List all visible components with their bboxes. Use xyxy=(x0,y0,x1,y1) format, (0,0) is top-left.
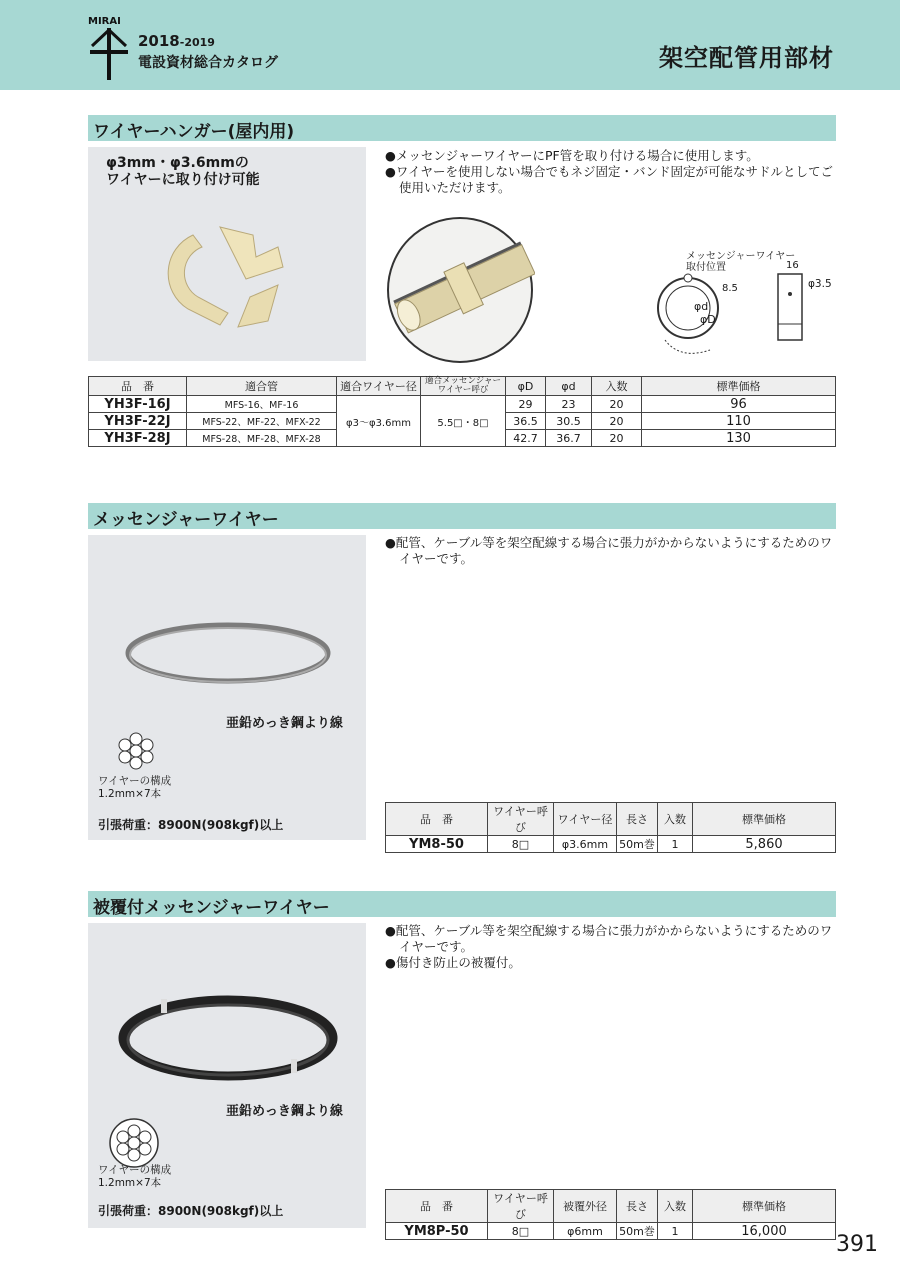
page-header xyxy=(0,0,900,90)
len-cell: 50m巻 xyxy=(617,836,658,853)
D-cell: 29 xyxy=(506,396,546,413)
product-code: YM8P-50 xyxy=(386,1223,488,1240)
section-title: ワイヤーハンガー(屋内用) xyxy=(93,122,295,142)
col-header: 適合ワイヤー径 xyxy=(337,377,421,396)
wire-coil-photo xyxy=(118,615,338,705)
col-header: ワイヤー径 xyxy=(554,803,617,836)
D-cell: 36.5 xyxy=(506,413,546,430)
structure-value: 1.2mm×7本 xyxy=(98,1177,162,1189)
col-header: 品 番 xyxy=(89,377,187,396)
nom-cell: 8□ xyxy=(488,836,554,853)
section-title-bar xyxy=(88,891,836,917)
pipe-cell: MFS-22、MF-22、MFX-22 xyxy=(187,413,337,430)
table-row xyxy=(386,836,836,853)
spec-table xyxy=(88,376,836,447)
qty-cell: 20 xyxy=(592,413,642,430)
spec-table xyxy=(385,1189,836,1240)
spec-table xyxy=(385,802,836,853)
section-title: 被覆付メッセンジャーワイヤー xyxy=(93,898,330,918)
wire-nom-cell: 5.5□・8□ xyxy=(421,396,506,447)
dia-cell: φ6mm xyxy=(554,1223,617,1240)
page-number: 391 xyxy=(836,1232,878,1257)
catalog-year: 2018-2019 xyxy=(138,32,215,50)
bullet-item: ●メッセンジャーワイヤーにPF管を取り付ける場合に使用します。 xyxy=(385,148,759,163)
price-cell: 96 xyxy=(642,396,836,413)
d-cell: 36.7 xyxy=(546,430,592,447)
bullet-item: ●傷付き防止の被覆付。 xyxy=(385,955,521,970)
col-header: 品 番 xyxy=(386,1190,488,1223)
product-code: YH3F-28J xyxy=(89,430,187,447)
d-cell: 30.5 xyxy=(546,413,592,430)
product-image-panel xyxy=(88,923,366,1228)
qty-cell: 1 xyxy=(658,1223,693,1240)
svg-text:MIRAI: MIRAI xyxy=(88,16,121,27)
hanger-photo xyxy=(158,217,298,337)
catalog-name: 電設資材総合カタログ xyxy=(138,55,278,71)
col-header: 適合管 xyxy=(187,377,337,396)
col-header: ワイヤー呼び xyxy=(488,803,554,836)
product-image-panel xyxy=(88,147,366,361)
structure-label: ワイヤーの構成 xyxy=(98,775,172,787)
price-cell: 16,000 xyxy=(693,1223,836,1240)
qty-cell: 20 xyxy=(592,430,642,447)
pipe-cell: MFS-28、MF-28、MFX-28 xyxy=(187,430,337,447)
col-header: 品 番 xyxy=(386,803,488,836)
structure-label: ワイヤーの構成 xyxy=(98,1164,172,1176)
wire-dia-cell: φ3～φ3.6mm xyxy=(337,396,421,447)
qty-cell: 1 xyxy=(658,836,693,853)
col-header: 被覆外径 xyxy=(554,1190,617,1223)
col-header: 標準価格 xyxy=(642,377,836,396)
col-header: 入数 xyxy=(658,803,693,836)
mirai-logo xyxy=(88,14,130,82)
dim-label: φd xyxy=(694,300,709,313)
col-header: φd xyxy=(546,377,592,396)
col-header: 長さ xyxy=(617,1190,658,1223)
col-header: φD xyxy=(506,377,546,396)
page-title: 架空配管用部材 xyxy=(659,44,834,72)
col-header: 標準価格 xyxy=(693,803,836,836)
dim-label: φD xyxy=(700,313,716,326)
panel-caption: φ3mm・φ3.6mmの xyxy=(106,155,249,171)
table-row xyxy=(89,396,836,413)
bullet-item: ●ワイヤーを使用しない場合でもネジ固定・バンド固定が可能なサドルとしてご使用いただけます。 xyxy=(385,164,834,195)
col-header: 適合メッセンジャー ワイヤー呼び xyxy=(421,377,506,396)
price-cell: 130 xyxy=(642,430,836,447)
qty-cell: 20 xyxy=(592,396,642,413)
bullet-list xyxy=(385,535,840,567)
coated-wire-coil-photo xyxy=(113,993,343,1103)
tension-spec: 引張荷重：8900N(908kgf)以上 xyxy=(98,818,284,832)
table-header-row xyxy=(386,803,836,836)
dim-label: 16 xyxy=(786,260,799,271)
product-code: YH3F-16J xyxy=(89,396,187,413)
bullet-list xyxy=(385,148,840,196)
bullet-item: ●配管、ケーブル等を架空配線する場合に張力がかからないようにするためのワイヤーです。 xyxy=(385,535,833,566)
diagram-label: メッセンジャーワイヤー xyxy=(686,251,796,262)
d-cell: 23 xyxy=(546,396,592,413)
col-header: 入数 xyxy=(592,377,642,396)
bullet-item: ●配管、ケーブル等を架空配線する場合に張力がかからないようにするためのワイヤーです。 xyxy=(385,923,833,954)
hanger-install-photo xyxy=(385,215,535,365)
bullet-list xyxy=(385,923,840,971)
wire-structure-icon xyxy=(114,731,158,771)
material-label: 亜鉛めっき鋼より線 xyxy=(226,1104,343,1119)
dim-label: 8.5 xyxy=(722,283,738,294)
col-header: ワイヤー呼び xyxy=(488,1190,554,1223)
structure-value: 1.2mm×7本 xyxy=(98,788,162,800)
section-title: メッセンジャーワイヤー xyxy=(93,510,279,530)
material-label: 亜鉛めっき鋼より線 xyxy=(226,716,343,731)
table-header-row xyxy=(386,1190,836,1223)
price-cell: 110 xyxy=(642,413,836,430)
D-cell: 42.7 xyxy=(506,430,546,447)
product-code: YH3F-22J xyxy=(89,413,187,430)
pipe-cell: MFS-16、MF-16 xyxy=(187,396,337,413)
col-header: 入数 xyxy=(658,1190,693,1223)
panel-caption: ワイヤーに取り付け可能 xyxy=(106,172,260,188)
dia-cell: φ3.6mm xyxy=(554,836,617,853)
nom-cell: 8□ xyxy=(488,1223,554,1240)
tension-spec: 引張荷重：8900N(908kgf)以上 xyxy=(98,1204,284,1218)
table-header-row xyxy=(89,377,836,396)
dim-label: φ3.5 xyxy=(808,278,832,290)
len-cell: 50m巻 xyxy=(617,1223,658,1240)
col-header: 長さ xyxy=(617,803,658,836)
col-header: 標準価格 xyxy=(693,1190,836,1223)
hanger-side-view xyxy=(776,272,804,344)
table-row xyxy=(386,1223,836,1240)
section-title-bar xyxy=(88,115,836,141)
product-code: YM8-50 xyxy=(386,836,488,853)
product-image-panel xyxy=(88,535,366,840)
wire-structure-icon xyxy=(108,1117,160,1169)
price-cell: 5,860 xyxy=(693,836,836,853)
section-title-bar xyxy=(88,503,836,529)
diagram-label: 取付位置 xyxy=(686,262,726,273)
